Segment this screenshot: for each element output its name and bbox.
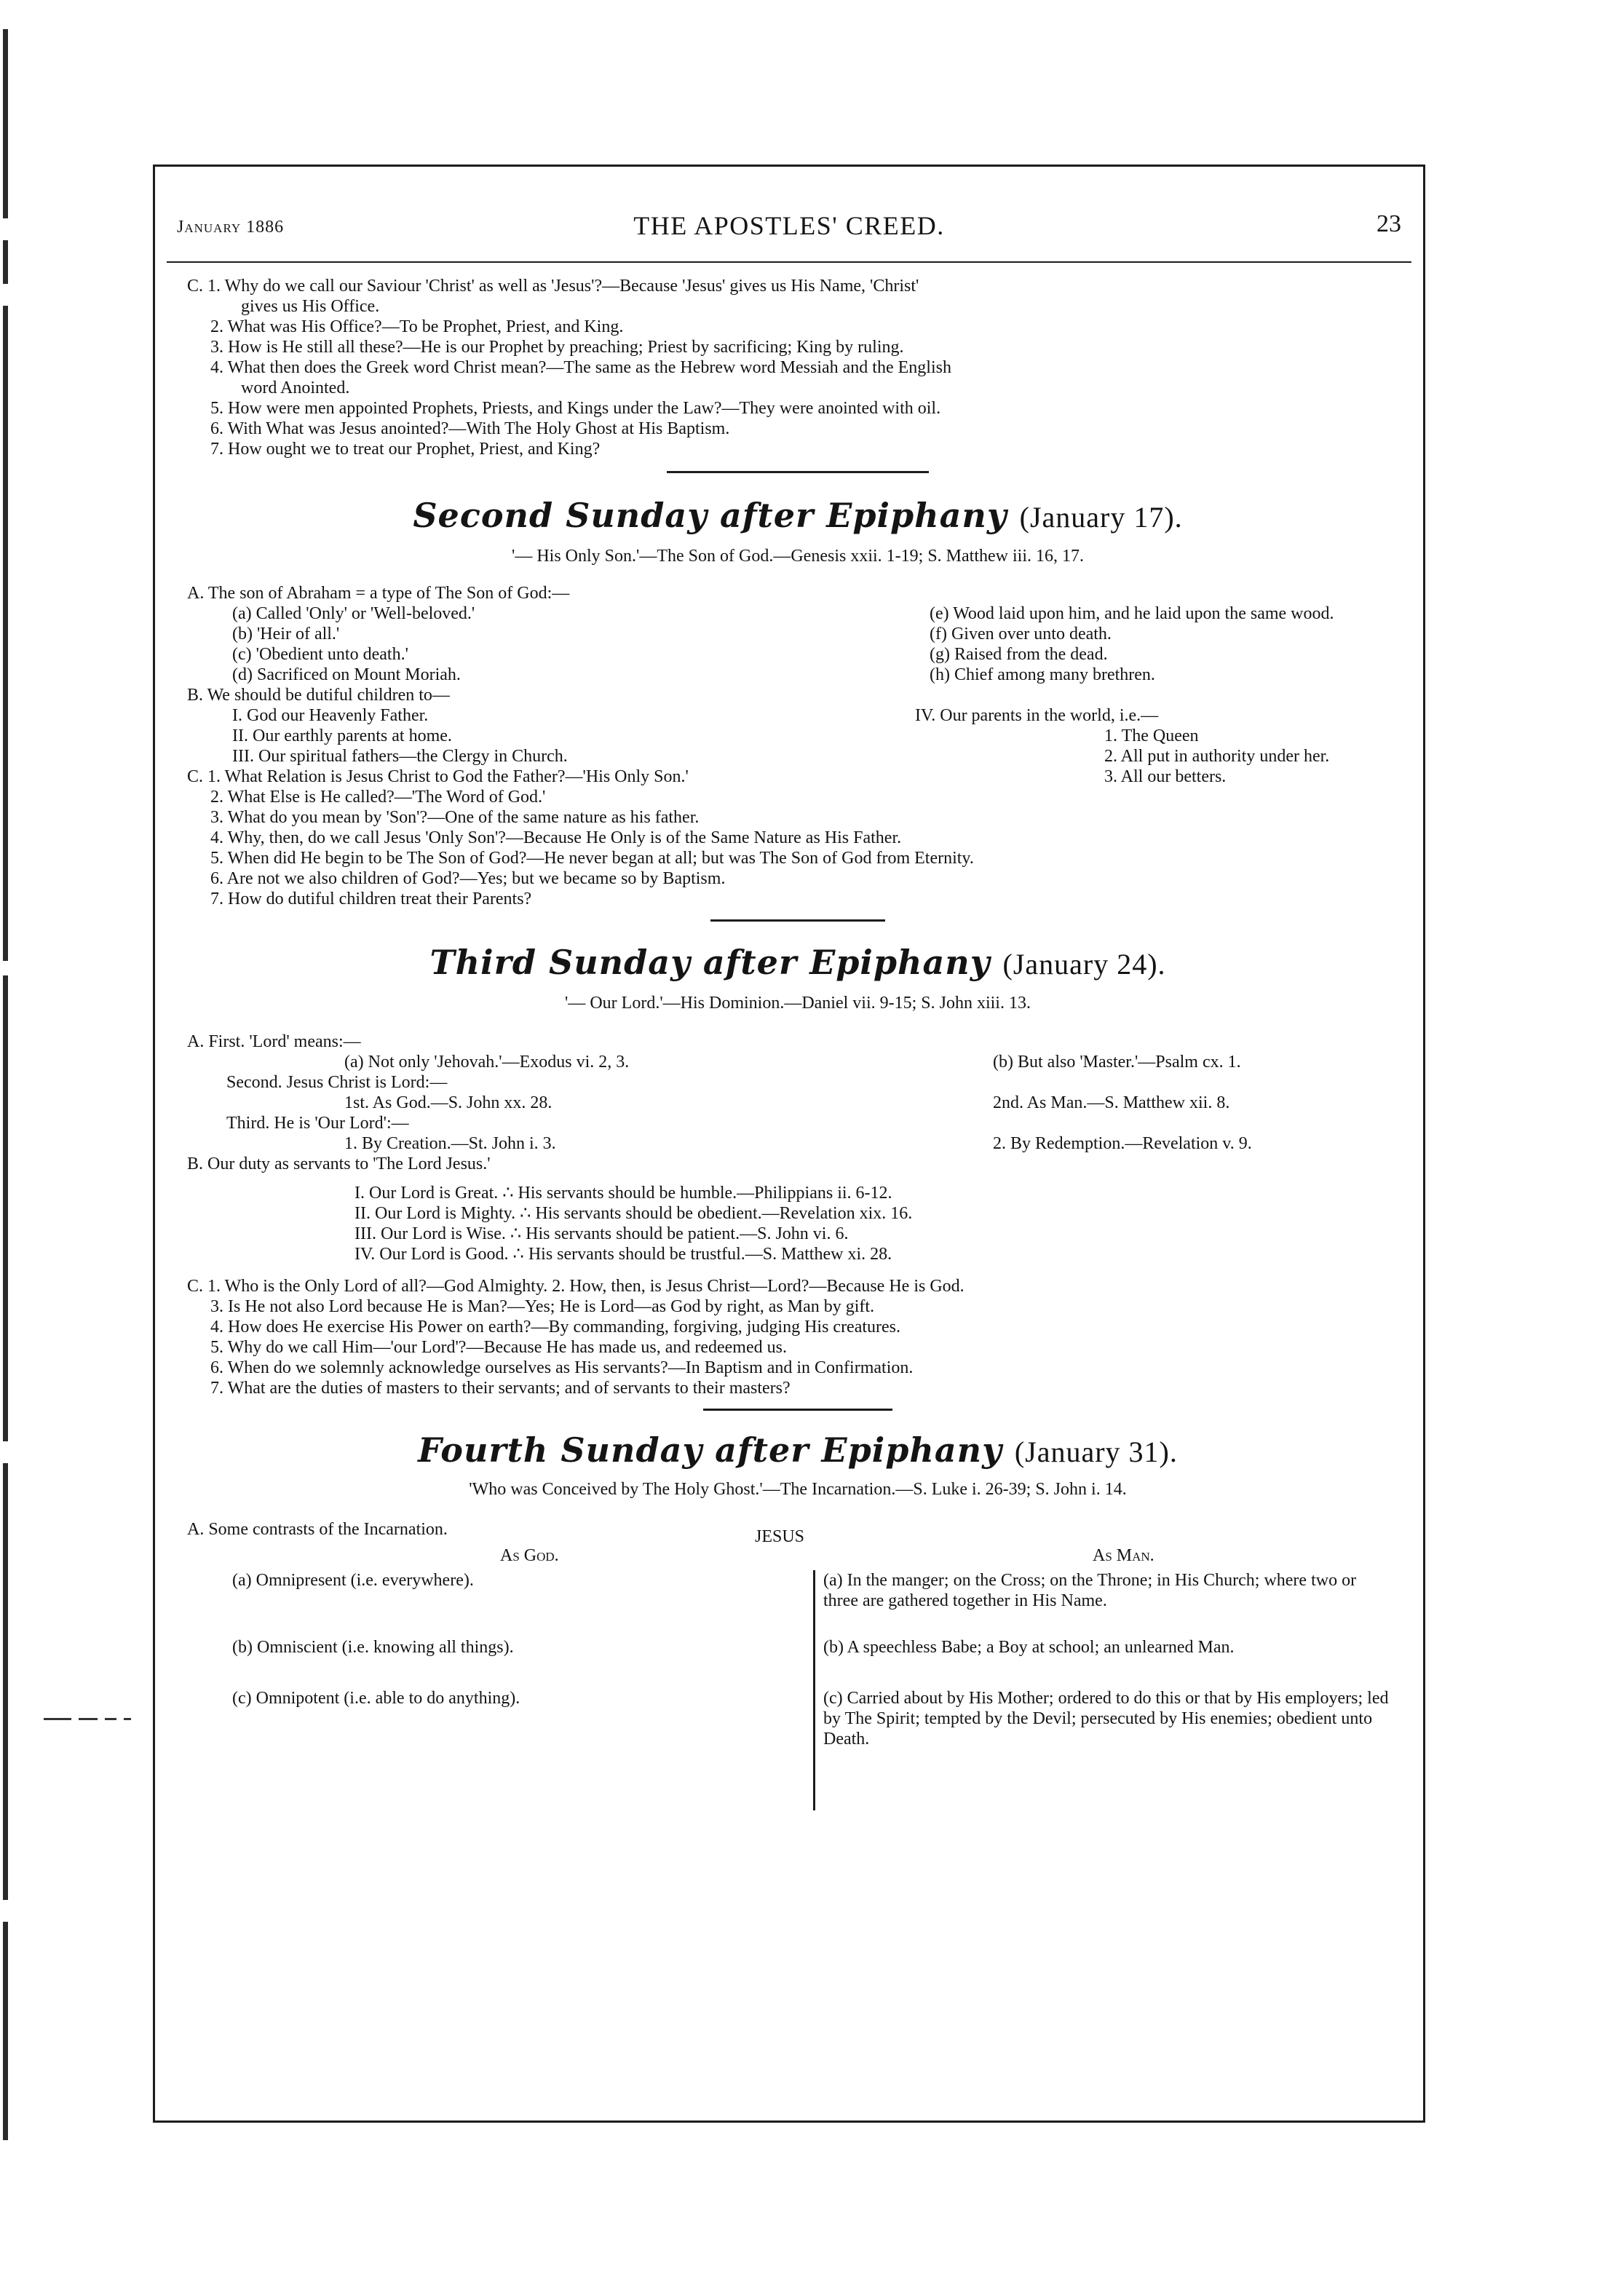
section-date: (January 24).: [1002, 948, 1166, 981]
question-line: 4. Why, then, do we call Jesus 'Only Son'?—Because He Only is of the Same Nature as His Father.: [210, 828, 902, 847]
section-title-text: Third Sunday after Epiphany: [429, 943, 991, 982]
section-date: (January 31).: [1014, 1436, 1178, 1468]
section-subtitle: '— Our Lord.'—His Dominion.—Daniel vii. 9-15; S. John xiii. 13.: [565, 994, 1031, 1013]
man-item: (b) A speechless Babe; a Boy at school; an unlearned Man.: [823, 1638, 1235, 1657]
question-line: C. 1. Why do we call our Saviour 'Christ' as well as 'Jesus'?—Because 'Jesus' gives us His Name, 'Christ': [187, 277, 919, 296]
man-item: (c) Carried about by His Mother; ordered to do this or that by His employers; led by The Spirit; tempted by the Devil; persecuted by His enemies; obedient unto Death.: [823, 1689, 1389, 1749]
third-point-b-list: [187, 1183, 1409, 1264]
list-item: (f) Given over unto death.: [930, 625, 1112, 644]
question-line: 6. Are not we also children of God?—Yes; but we became so by Baptism.: [210, 869, 726, 888]
list-item: III. Our Lord is Wise. ∴ His servants should be patient.—S. John vi. 6.: [354, 1224, 849, 1243]
list-item: I. Our Lord is Great. ∴ His servants should be humble.—Philippians ii. 6-12.: [354, 1184, 892, 1203]
top-questions: [187, 276, 1409, 459]
incarnation-contrast: [187, 1519, 1409, 1810]
list-item: (g) Raised from the dead.: [930, 645, 1108, 664]
center-label: JESUS: [755, 1527, 805, 1546]
question-line: 2. What Else is He called?—'The Word of God.': [210, 788, 546, 807]
section-subtitle: 'Who was Conceived by The Holy Ghost.'—The Incarnation.—S. Luke i. 26-39; S. John i. 14.: [469, 1480, 1127, 1499]
god-item: (a) Omnipresent (i.e. everywhere).: [232, 1571, 474, 1590]
man-item: (a) In the manger; on the Cross; on the Throne; in His Church; where two or three are gathered together in His Name.: [823, 1571, 1357, 1610]
question-line: 6. With What was Jesus anointed?—With The Holy Ghost at His Baptism.: [210, 419, 730, 438]
question-line: gives us His Office.: [241, 297, 380, 316]
list-item: 1. By Creation.—St. John i. 3.: [344, 1134, 556, 1153]
header-date: January 1886: [177, 218, 285, 237]
running-header: [155, 167, 1423, 267]
god-item: (c) Omnipotent (i.e. able to do anything).: [232, 1689, 520, 1708]
margin-mark: [44, 1715, 132, 1722]
section-title-third-sunday: [187, 942, 1409, 985]
list-item: IV. Our Lord is Good. ∴ His servants should be trustful.—S. Matthew xi. 28.: [354, 1245, 892, 1264]
list-item: 2nd. As Man.—S. Matthew xii. 8.: [993, 1093, 1230, 1112]
point-heading: Second. Jesus Christ is Lord:—: [226, 1073, 448, 1092]
page-frame: [153, 165, 1425, 2123]
question-line: 4. How does He exercise His Power on earth?—By commanding, forgiving, judging His creatures.: [210, 1318, 901, 1337]
question-line: C. 1. What Relation is Jesus Christ to God the Father?—'His Only Son.': [187, 767, 689, 786]
point-a-lists: [187, 603, 1409, 685]
list-item: 1. The Queen: [1104, 726, 1199, 745]
point-b-heading: B. Our duty as servants to 'The Lord Jesus.': [187, 1155, 491, 1173]
list-item: III. Our spiritual fathers—the Clergy in Church.: [232, 747, 568, 766]
list-item: 1st. As God.—S. John xx. 28.: [344, 1093, 552, 1112]
list-item: II. Our earthly parents at home.: [232, 726, 452, 745]
question-line: 5. Why do we call Him—'our Lord'?—Because He has made us, and redeemed us.: [210, 1338, 787, 1357]
section-divider: [667, 471, 929, 473]
header-title: THE APOSTLES' CREED.: [633, 211, 945, 240]
point-b-heading: B. We should be dutiful children to—: [187, 686, 450, 705]
section-date: (January 17).: [1019, 501, 1183, 534]
list-item: (a) Called 'Only' or 'Well-beloved.': [232, 604, 475, 623]
third-questions: [187, 1276, 1409, 1398]
question-line: word Anointed.: [241, 379, 350, 397]
list-item: (b) But also 'Master.'—Psalm cx. 1.: [993, 1053, 1241, 1072]
list-item: 3. All our betters.: [1104, 767, 1227, 786]
list-item: (a) Not only 'Jehovah.'—Exodus vi. 2, 3.: [344, 1053, 630, 1072]
second-questions: [187, 767, 1409, 909]
third-point-a: [187, 1031, 1409, 1154]
section-title-text: Fourth Sunday after Epiphany: [418, 1430, 1002, 1470]
section-divider: [710, 919, 885, 922]
section-divider: [703, 1409, 892, 1411]
question-line: 5. When did He begin to be The Son of God?—He never began at all; but was The Son of God from Eternity.: [210, 849, 974, 868]
list-item: (e) Wood laid upon him, and he laid upon the same wood.: [930, 604, 1334, 623]
page-body: [187, 274, 1409, 2120]
question-line: 3. What do you mean by 'Son'?—One of the same nature as his father.: [210, 808, 700, 827]
list-item: 2. All put in authority under her.: [1104, 747, 1330, 766]
question-line: 4. What then does the Greek word Christ mean?—The same as the Hebrew word Messiah and the English: [210, 358, 951, 377]
question-line: 2. What was His Office?—To be Prophet, Priest, and King.: [210, 317, 624, 336]
list-item: (h) Chief among many brethren.: [930, 665, 1155, 684]
section-subtitle: '— His Only Son.'—The Son of God.—Genesis xxii. 1-19; S. Matthew iii. 16, 17.: [512, 547, 1084, 566]
list-item: (d) Sacrificed on Mount Moriah.: [232, 665, 461, 684]
question-line: 7. How ought we to treat our Prophet, Priest, and King?: [210, 440, 601, 459]
question-line: 3. Is He not also Lord because He is Man?—Yes; He is Lord—as God by right, as Man by gift.: [210, 1297, 875, 1316]
point-heading: Third. He is 'Our Lord':—: [226, 1114, 409, 1133]
column-head-god: As God.: [500, 1546, 559, 1565]
question-line: C. 1. Who is the Only Lord of all?—God Almighty. 2. How, then, is Jesus Christ—Lord?—Because He is God.: [187, 1277, 965, 1296]
section-title-text: Second Sunday after Epiphany: [413, 496, 1007, 535]
question-line: 7. What are the duties of masters to their servants; and of servants to their masters?: [210, 1379, 791, 1398]
question-line: 3. How is He still all these?—He is our Prophet by preaching; Priest by sacrificing; King by ruling.: [210, 338, 904, 357]
list-item: (b) 'Heir of all.': [232, 625, 340, 644]
point-a-heading: A. Some contrasts of the Incarnation.: [187, 1520, 448, 1539]
column-head-man: As Man.: [1093, 1546, 1154, 1565]
list-item: 2. By Redemption.—Revelation v. 9.: [993, 1134, 1252, 1153]
list-item: II. Our Lord is Mighty. ∴ His servants should be obedient.—Revelation xix. 16.: [354, 1204, 913, 1223]
question-line: 6. When do we solemnly acknowledge ourselves as His servants?—In Baptism and in Confirmation.: [210, 1358, 914, 1377]
page-number: 23: [1377, 210, 1401, 237]
section-title-fourth-sunday: [187, 1430, 1409, 1473]
question-line: 7. How do dutiful children treat their Parents?: [210, 890, 532, 908]
point-a-heading: A. The son of Abraham = a type of The Son of God:—: [187, 584, 570, 603]
god-item: (b) Omniscient (i.e. knowing all things).: [232, 1638, 514, 1657]
book-spine-edge: [0, 0, 12, 2269]
question-line: 5. How were men appointed Prophets, Priests, and Kings under the Law?—They were anointed with oil.: [210, 399, 941, 418]
list-item: IV. Our parents in the world, i.e.—: [915, 706, 1159, 725]
list-item: (c) 'Obedient unto death.': [232, 645, 408, 664]
list-item: I. God our Heavenly Father.: [232, 706, 429, 725]
section-title-second-sunday: [187, 495, 1409, 538]
point-heading: A. First. 'Lord' means:—: [187, 1032, 361, 1051]
